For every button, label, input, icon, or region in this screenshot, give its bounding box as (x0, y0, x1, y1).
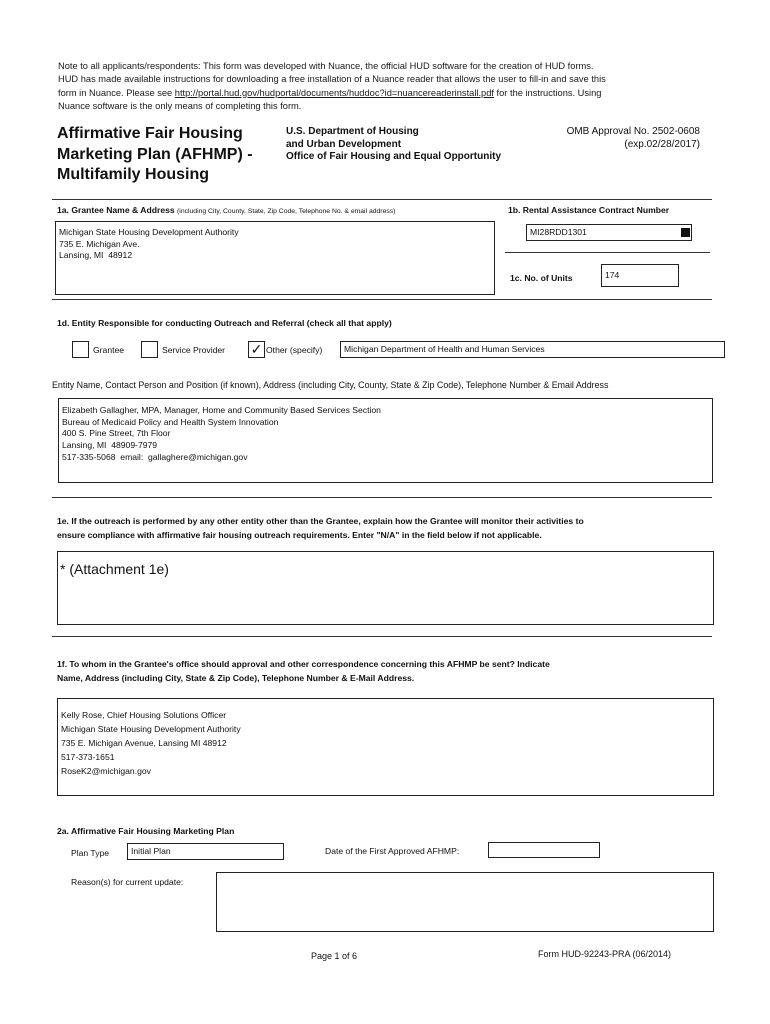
form-number: Form HUD-92243-PRA (06/2014) (538, 949, 672, 959)
grantee-name: Michigan State Housing Development Authority (59, 227, 239, 237)
correspondence-address: 735 E. Michigan Avenue, Lansing MI 48912 (61, 738, 227, 748)
first-approved-date-value (489, 843, 599, 845)
correspondence-contact-text (58, 699, 713, 779)
contact-phone-email: 517-335-5068 email: gallagherе@michigan.gov (62, 451, 248, 462)
correspondence-email: RoseK2@michigan.gov (61, 766, 151, 776)
update-reason-field[interactable] (216, 872, 714, 932)
section-1e-label-line-1: 1e. If the outreach is performed by any other entity other than the Grantee, explain how the Grantee will monitor their activities to (57, 516, 584, 526)
correspondence-name: Kelly Rose, Chief Housing Solutions Officer (61, 710, 227, 720)
section-1e-divider (52, 636, 712, 637)
units-value: 174 (605, 270, 620, 280)
department-line-3: Office of Fair Housing and Equal Opportunity (286, 151, 501, 162)
notice-line-1: Note to all applicants/respondents: This form was developed with Nuance, the official HUD software for the creation of HUD forms. (58, 61, 594, 71)
correspondence-org: Michigan State Housing Development Authority (61, 724, 241, 734)
monitoring-explanation-field[interactable] (57, 551, 714, 625)
form-title-line-1: Affirmative Fair Housing (57, 125, 243, 142)
monitoring-explanation-value: * (Attachment 1e) (60, 561, 169, 577)
notice-line-2: HUD has made available instructions for downloading a free installation of a Nuance reader that allows the user to fill-in and save this (58, 74, 606, 85)
section-2a-label: 2a. Affirmative Fair Housing Marketing Plan (57, 826, 235, 836)
section-1f-label-line-1: 1f. To whom in the Grantee's office should approval and other correspondence concerning this AFHMP be sent? Indicate (57, 659, 550, 669)
contract-number-value: MI28RDD1301 (530, 227, 587, 237)
notice-line-3-tail: for the instructions. Using (493, 87, 602, 98)
section-1f-label-line-2: Name, Address (including City, State & Zip Code), Telephone Number & E-Mail Address. (57, 673, 415, 683)
entity-contact-label: Entity Name, Contact Person and Position (if known), Address (including City, County, State & Zip Code), Telephone Number & Email Address (52, 380, 609, 390)
page-number: Page 1 of 6 (311, 951, 358, 961)
grantee-checkbox-label: Grantee (93, 345, 125, 355)
section-1b-divider (505, 252, 710, 253)
section-1a-hint: (including City, County, State, Zip Code, Telephone No. & email address) (177, 208, 396, 215)
field-dropdown-icon[interactable] (681, 228, 690, 237)
grantee-address-field[interactable] (55, 221, 495, 295)
other-checkbox-label: Other (specify) (266, 345, 323, 355)
form-title (57, 124, 267, 186)
first-approved-date-field[interactable] (488, 842, 600, 858)
other-checkbox[interactable] (248, 341, 265, 358)
units-field[interactable] (601, 264, 679, 287)
notice-line-3 (58, 87, 708, 100)
section-1b-label: 1b. Rental Assistance Contract Number (508, 205, 670, 215)
other-specify-value: Michigan Department of Health and Human Services (344, 344, 545, 354)
update-reason-label: Reason(s) for current update: (71, 877, 184, 887)
section-1e-label (57, 514, 584, 542)
omb-expiration: (exp.02/28/2017) (624, 138, 700, 150)
checkmark-icon: ✓ (250, 341, 263, 357)
notice-line-3-text: form in Nuance. Please see (58, 87, 175, 98)
plan-type-field[interactable] (127, 843, 284, 860)
contact-bureau: Bureau of Medicaid Policy and Health System Innovation (62, 416, 279, 427)
update-reason-value (217, 873, 713, 875)
notice-line-4: Nuance software is the only means of completing this form. (58, 100, 302, 111)
grantee-city: Lansing, MI 48912 (59, 250, 133, 261)
plan-type-value: Initial Plan (131, 846, 171, 856)
service-provider-checkbox-label: Service Provider (162, 345, 226, 355)
department-line-1: U.S. Department of Housing (286, 126, 419, 137)
section-1a-label (57, 205, 395, 215)
plan-type-label: Plan Type (71, 848, 110, 858)
department-block (286, 126, 556, 164)
omb-number: OMB Approval No. 2502-0608 (566, 126, 700, 137)
section-1e-label-line-2: ensure compliance with affirmative fair housing outreach requirements. Enter "N/A" in the field below if not applicable. (57, 530, 542, 540)
nuance-notice (58, 60, 708, 113)
department-line-2: and Urban Development (286, 138, 402, 150)
contact-city: Lansing, MI 48909-7979 (62, 440, 158, 451)
form-title-line-2: Marketing Plan (AFHMP) - (57, 145, 253, 163)
entity-contact-text (59, 399, 712, 465)
header-divider (52, 199, 712, 200)
omb-approval (540, 126, 700, 151)
entity-contact-field[interactable] (58, 398, 713, 483)
service-provider-checkbox[interactable] (141, 341, 158, 358)
nuance-reader-link[interactable]: http://portal.hud.gov/hudportal/documents/huddoc?id=nuancereaderinstall.pdf (174, 87, 494, 98)
grantee-street: 735 E. Michigan Ave. (59, 238, 140, 249)
form-title-line-3: Multifamily Housing (57, 166, 209, 183)
grantee-address-text (56, 222, 494, 263)
section-1f-label (57, 657, 550, 685)
section-1d-divider (52, 497, 712, 498)
correspondence-phone: 517-373-1651 (61, 752, 115, 762)
other-specify-field[interactable] (340, 341, 725, 358)
grantee-checkbox[interactable] (72, 341, 89, 358)
correspondence-contact-field[interactable] (57, 698, 714, 796)
contact-street: 400 S. Pine Street, 7th Floor (62, 428, 171, 439)
section-1a-title: 1a. Grantee Name & Address (57, 205, 175, 215)
section-1abc-divider (52, 299, 712, 300)
section-1d-label: 1d. Entity Responsible for conducting Outreach and Referral (check all that apply) (57, 318, 392, 328)
first-approved-date-label: Date of the First Approved AFHMP: (325, 846, 460, 856)
section-1c-label: 1c. No. of Units (510, 273, 573, 283)
contact-name: Elizabeth Gallagher, MPA, Manager, Home and Community Based Services Section (62, 405, 381, 415)
contract-number-field[interactable] (526, 224, 692, 241)
